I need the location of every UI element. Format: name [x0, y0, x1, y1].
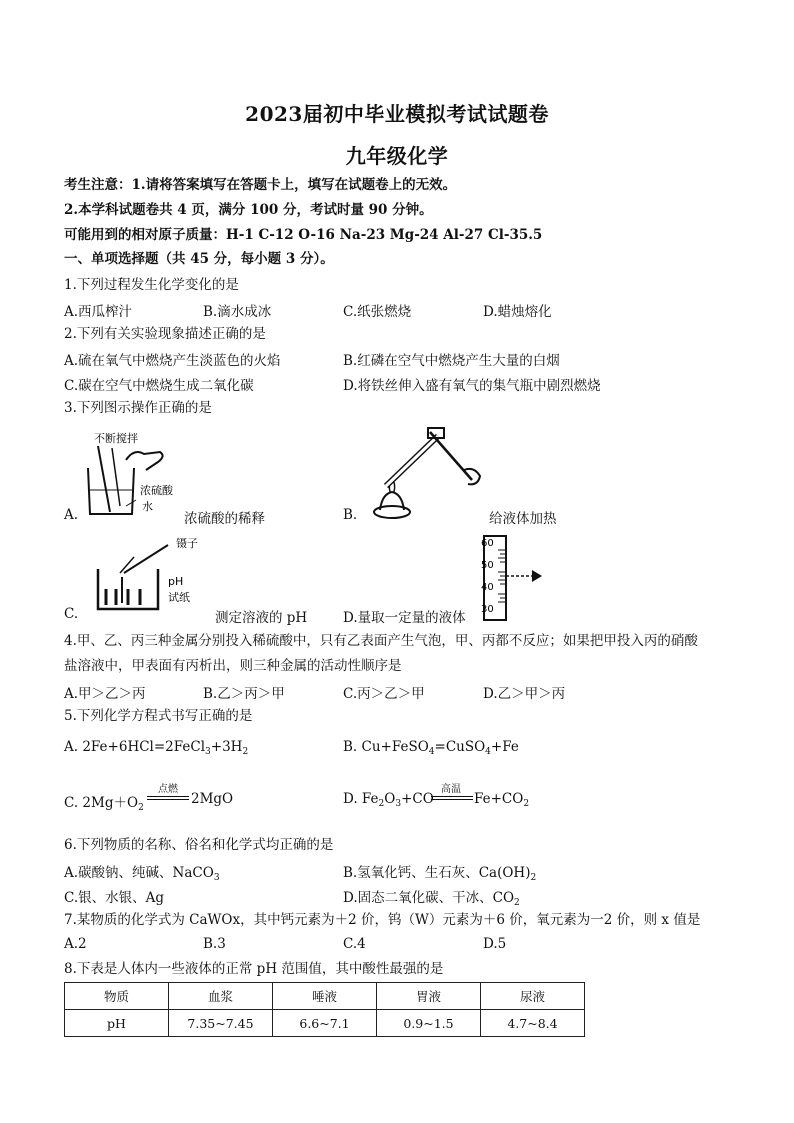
- q6-option-b: B.氢氧化钙、生石灰、$Ca(OH)_2$: [343, 865, 537, 883]
- q5-stem: 5.下列化学方程式书写正确的是: [64, 708, 253, 724]
- ph-table: [64, 982, 585, 1037]
- q3-option-b-letter: B.: [343, 507, 358, 523]
- q1-option-d: D.蜡烛熔化: [483, 304, 552, 320]
- q7-option-c: C.4: [343, 936, 366, 952]
- q1-stem: 1.下列过程发生化学变化的是: [64, 277, 239, 293]
- q6-option-d: D.固态二氧化碳、干冰、$CO_2$: [343, 890, 520, 908]
- q2-option-c: C.碳在空气中燃烧生成二氧化碳: [64, 378, 254, 394]
- exam-title: 2023届初中毕业模拟考试试题卷: [245, 102, 549, 126]
- q7-option-b: B.3: [203, 936, 226, 952]
- q7-stem: 7.某物质的化学式为 CaWOx，其中钙元素为＋2 价，钨（W）元素为＋6 价，氧元素为一2 价，则 x 值是: [64, 912, 701, 928]
- notice-line-2: 2.本学科试题卷共 4 页，满分 100 分，考试时量 90 分钟。: [64, 202, 433, 218]
- fig-c-label-paper: 试纸: [168, 591, 190, 604]
- q5-option-b: B. Cu+FeSO$_4$=CuSO$_4$+Fe: [343, 739, 519, 757]
- fig-a-label-water: 水: [142, 500, 153, 513]
- section-title: 一、单项选择题（共 45 分，每小题 3 分）。: [64, 251, 334, 267]
- q5-option-a: A. $2Fe+6HCl=2FeCl_3+3H_2$: [64, 739, 249, 757]
- notice-line-1: [64, 176, 456, 194]
- q5-c-equals-top: [147, 796, 189, 797]
- table-header-cell: 唾液: [273, 983, 377, 1010]
- q7-option-d: D.5: [483, 936, 507, 952]
- q2-option-d: D.将铁丝伸入盛有氧气的集气瓶中剧烈燃烧: [343, 378, 601, 394]
- fig-c-label-tweezers: 镊子: [176, 537, 198, 550]
- q4-option-c: C.丙＞乙＞甲: [343, 686, 425, 702]
- q5-c-product: 2MgO: [191, 791, 234, 807]
- q1-option-a: A.西瓜榨汁: [64, 304, 133, 320]
- table-header-cell: 血浆: [169, 983, 273, 1010]
- q8-stem: 8.下表是人体内一些液体的正常 pH 范围值，其中酸性最强的是: [64, 961, 444, 977]
- table-header-cell: 胃液: [377, 983, 481, 1010]
- q4-option-a: A.甲＞乙＞丙: [64, 686, 146, 702]
- figure-ph-test: [94, 533, 214, 613]
- q3-stem: 3.下列图示操作正确的是: [64, 400, 212, 416]
- q5-option-c: C. $2Mg+O_2$: [64, 795, 144, 813]
- q4-option-b: B.乙＞丙＞甲: [203, 686, 285, 702]
- q5-option-d: D. $Fe_2O_3+CO$: [343, 791, 434, 809]
- fig-d-tick-30: 30: [481, 604, 494, 615]
- q3-option-d: D.量取一定量的液体: [343, 610, 466, 626]
- q2-option-b: B.红磷在空气中燃烧产生大量的白烟: [343, 353, 560, 369]
- table-cell: pH: [65, 1010, 169, 1037]
- q3-option-b-caption: 给液体加热: [489, 511, 557, 527]
- table-header-row: [65, 983, 585, 1010]
- table-row: [65, 1010, 585, 1037]
- notice-text-1: 1.请将答案填写在答题卡上，填写在试题卷上的无效。: [131, 177, 457, 193]
- table-cell: 6.6~7.1: [273, 1010, 377, 1037]
- q3-option-a-caption: 浓硫酸的稀释: [184, 511, 265, 527]
- fig-a-label-acid: 浓硫酸: [140, 484, 173, 497]
- q7-option-a: A.2: [64, 936, 87, 952]
- q3-option-a-letter: A.: [64, 507, 79, 523]
- q5-d-condition: 高温: [441, 784, 461, 795]
- q4-stem-line-2: 盐溶液中，甲表面有丙析出，则三种金属的活动性顺序是: [64, 658, 402, 674]
- q6-option-a: A.碳酸钠、纯碱、NaCO$_3$: [64, 865, 220, 883]
- notice-line-3: 可能用到的相对原子质量：H-1 C-12 O-16 Na-23 Mg-24 Al-27 Cl-35.5: [64, 227, 543, 243]
- figure-heating: [360, 424, 490, 524]
- figure-cylinder: [478, 534, 558, 624]
- fig-a-label-stir: 不断搅拌: [94, 432, 138, 445]
- table-header-cell: 物质: [65, 983, 169, 1010]
- fig-d-tick-60: 60: [481, 538, 494, 549]
- figure-dilution: [80, 428, 190, 518]
- fig-d-tick-50: 50: [481, 560, 494, 571]
- q5-d-equals-top: [431, 796, 473, 797]
- q4-stem-line-1: 4.甲、乙、丙三种金属分别投入稀硫酸中，只有乙表面产生气泡，甲、丙都不反应；如果把甲投入丙的硝酸: [64, 633, 698, 649]
- q3-option-c-letter: C.: [64, 606, 79, 622]
- q6-option-c: C.银、水银、Ag: [64, 890, 165, 906]
- q5-c-equals-bottom: [147, 799, 189, 800]
- fig-d-tick-40: 40: [481, 582, 494, 593]
- q2-stem: 2.下列有关实验现象描述正确的是: [64, 326, 266, 342]
- table-cell: 7.35~7.45: [169, 1010, 273, 1037]
- table-cell: 0.9~1.5: [377, 1010, 481, 1037]
- q2-option-a: A.硫在氧气中燃烧产生淡蓝色的火焰: [64, 353, 281, 369]
- table-cell: 4.7~8.4: [481, 1010, 585, 1037]
- exam-subtitle: 九年级化学: [345, 144, 449, 168]
- q3-option-c-caption: 测定溶液的 pH: [215, 610, 308, 626]
- q5-d-equals-bottom: [431, 799, 473, 800]
- q4-option-d: D.乙＞甲＞丙: [483, 686, 566, 702]
- q1-option-b: B.滴水成冰: [203, 304, 272, 320]
- notice-prefix: 考生注意：: [64, 177, 132, 193]
- q5-d-product: $Fe+CO_2$: [474, 791, 530, 809]
- q5-c-condition: 点燃: [158, 784, 178, 795]
- table-header-cell: 尿液: [481, 983, 585, 1010]
- q6-stem: 6.下列物质的名称、俗名和化学式均正确的是: [64, 837, 334, 853]
- q1-option-c: C.纸张燃烧: [343, 304, 412, 320]
- fig-c-label-ph: pH: [168, 575, 184, 588]
